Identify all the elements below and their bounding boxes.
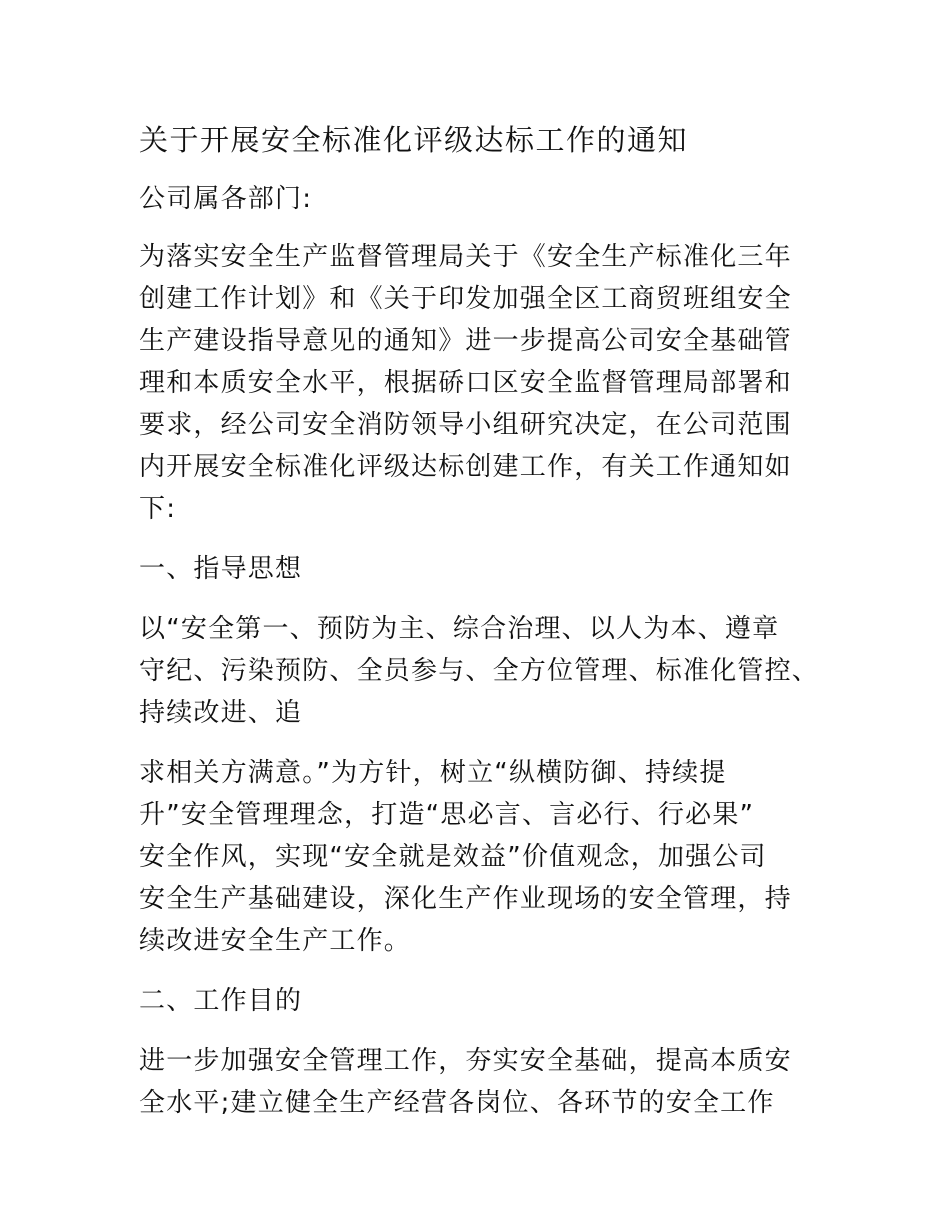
text-line: 理和本质安全水平，根据硚口区安全监督管理局部署和 (139, 368, 792, 398)
text-line: 安全生产基础建设，深化生产作业现场的安全管理，持 (139, 884, 792, 914)
salutation: 公司属各部门: (139, 184, 313, 214)
section-heading-guiding-ideology: 一、指导思想 (139, 554, 303, 584)
text-line: 守纪、污染预防、全员参与、全方位管理、标准化管控、 (139, 656, 820, 686)
text-line: 为落实安全生产监督管理局关于《安全生产标准化三年 (139, 242, 792, 272)
text-line: 持续改进、追 (139, 698, 303, 728)
text-line: 升”安全管理理念，打造“思必言、言必行、行必果” (139, 800, 755, 830)
text-line: 全水平;建立健全生产经营各岗位、各环节的安全工作 (139, 1088, 775, 1118)
text-line: 以“安全第一、预防为主、综合治理、以人为本、遵章 (139, 614, 780, 644)
text-line: 内开展安全标准化评级达标创建工作，有关工作通知如 (139, 452, 792, 482)
guiding-ideology-paragraph-1 (139, 608, 829, 734)
text-line: 创建工作计划》和《关于印发加强全区工商贸班组安全 (139, 284, 792, 314)
text-line: 续改进安全生产工作。 (139, 926, 412, 956)
text-line: 生产建设指导意见的通知》进一步提高公司安全基础管 (139, 326, 792, 356)
text-line: 安全作风，实现“安全就是效益”价值观念，加强公司 (139, 842, 767, 872)
work-purpose-paragraph (139, 1040, 829, 1124)
text-line: 求相关方满意。”为方针，树立“纵横防御、持续提 (139, 758, 727, 788)
text-line: 进一步加强安全管理工作，夯实安全基础，提高本质安 (139, 1046, 792, 1076)
section-heading-work-purpose: 二、工作目的 (139, 986, 303, 1016)
intro-paragraph (139, 236, 829, 530)
document-title: 关于开展安全标准化评级达标工作的通知 (139, 123, 689, 157)
text-line: 下: (139, 494, 177, 524)
notice-document (139, 118, 829, 1124)
guiding-ideology-paragraph-2 (139, 752, 829, 962)
text-line: 要求，经公司安全消防领导小组研究决定，在公司范围 (139, 410, 792, 440)
